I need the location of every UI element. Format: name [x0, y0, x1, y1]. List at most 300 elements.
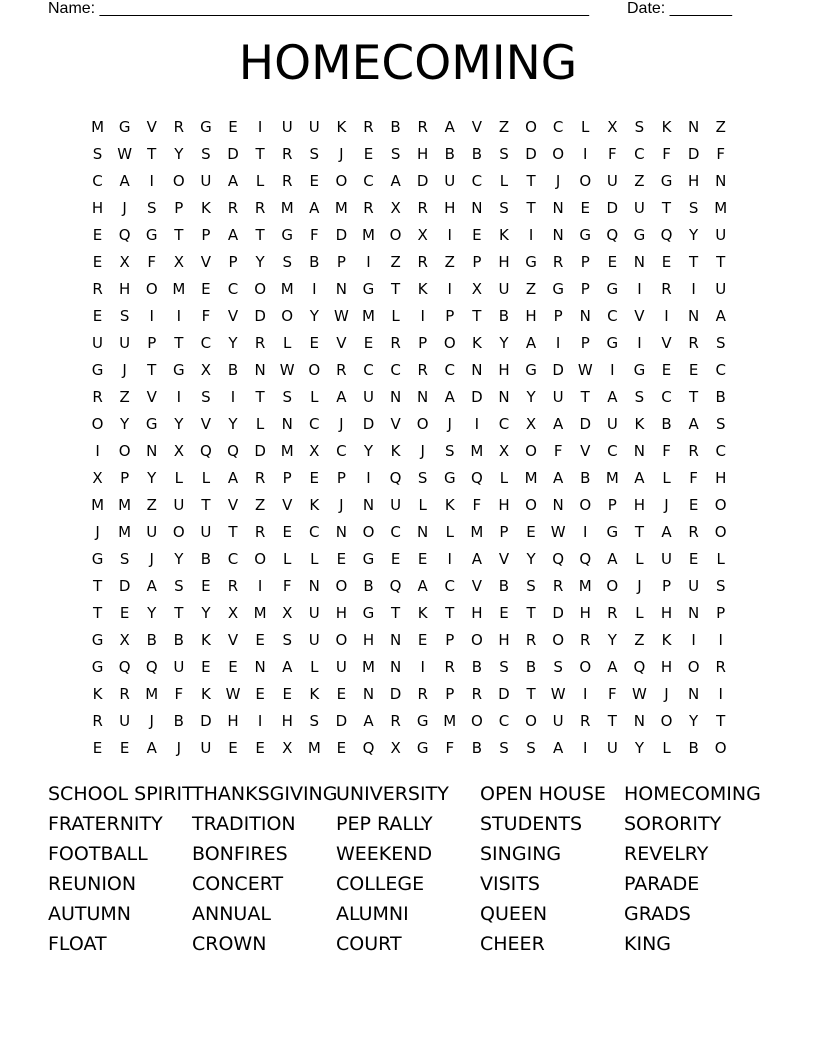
grid-letter: Z [498, 118, 510, 136]
grid-letter: A [309, 199, 320, 217]
grid-letter: A [363, 712, 374, 730]
grid-letter: M [714, 199, 728, 217]
grid-letter: P [607, 496, 617, 514]
grid-letter: S [634, 118, 645, 136]
grid-letter: K [201, 685, 211, 703]
grid-row [84, 330, 734, 357]
page-title: HOMECOMING [238, 36, 578, 91]
grid-letter: U [362, 388, 374, 406]
grid-letter: C [498, 415, 510, 433]
grid-letter: C [607, 307, 618, 325]
grid-letter: M [118, 496, 132, 514]
grid-letter: D [200, 712, 212, 730]
grid-letter: U [390, 496, 402, 514]
grid-letter: O [335, 577, 348, 595]
word-list-item: THANKSGIVING [192, 783, 338, 805]
grid-letter: E [119, 739, 130, 757]
word-list-item: TRADITION [192, 813, 296, 835]
word-list [48, 779, 768, 959]
grid-letter: H [579, 604, 591, 622]
grid-letter: R [254, 469, 266, 487]
grid-letter: M [470, 523, 484, 541]
grid-letter: E [309, 469, 320, 487]
grid-letter: U [92, 334, 104, 352]
grid-letter: R [688, 442, 699, 460]
grid-letter: J [637, 577, 642, 595]
grid-letter: U [200, 523, 212, 541]
grid-letter: T [445, 604, 455, 622]
grid-letter: V [634, 307, 645, 325]
grid-letter: E [228, 739, 238, 757]
grid-letter: V [200, 253, 212, 271]
grid-letter: S [282, 253, 292, 271]
word-list-row [48, 809, 768, 839]
word-list-item: BONFIRES [192, 843, 288, 865]
grid-letter: R [580, 631, 591, 649]
grid-letter: P [336, 469, 346, 487]
grid-letter: E [580, 199, 590, 217]
grid-letter: U [552, 712, 564, 730]
grid-letter: J [339, 145, 344, 163]
grid-letter: C [309, 523, 320, 541]
grid-letter: A [553, 739, 564, 757]
grid-letter: C [336, 442, 347, 460]
grid-letter: W [225, 685, 241, 703]
grid-letter: U [606, 172, 618, 190]
grid-letter: E [472, 226, 482, 244]
grid-letter: S [499, 199, 509, 217]
grid-letter: S [499, 739, 509, 757]
grid-letter: O [579, 496, 592, 514]
grid-letter: Y [499, 334, 509, 352]
grid-letter: B [309, 253, 320, 271]
grid-letter: E [363, 145, 374, 163]
grid-letter: I [528, 226, 534, 244]
grid-letter: E [92, 253, 103, 271]
grid-letter: U [119, 712, 131, 730]
grid-letter: I [718, 685, 723, 703]
grid-letter: L [635, 550, 644, 568]
grid-letter: B [146, 631, 157, 649]
grid-letter: H [119, 280, 131, 298]
grid-letter: Z [634, 631, 645, 649]
grid-letter: H [687, 172, 700, 190]
grid-letter: E [228, 118, 238, 136]
grid-letter: E [119, 604, 130, 622]
grid-letter: V [580, 442, 591, 460]
grid-letter: Z [119, 388, 130, 406]
word-list-item: VISITS [480, 873, 540, 895]
grid-letter: N [715, 172, 727, 190]
grid-letter: L [445, 523, 454, 541]
grid-letter: I [691, 631, 696, 649]
grid-letter: T [526, 199, 536, 217]
grid-letter: U [200, 739, 212, 757]
grid-letter: G [362, 280, 375, 298]
date-field-label: Date: _______ [627, 0, 732, 17]
grid-letter: R [119, 685, 130, 703]
grid-row [84, 384, 734, 411]
grid-letter: F [309, 226, 319, 244]
grid-letter: O [443, 334, 456, 352]
grid-letter: R [92, 280, 103, 298]
grid-letter: M [118, 523, 132, 541]
letter-grid [84, 114, 734, 762]
grid-letter: S [688, 199, 699, 217]
grid-row [84, 141, 734, 168]
grid-letter: V [471, 577, 482, 595]
grid-letter: S [119, 550, 130, 568]
grid-letter: P [445, 685, 455, 703]
grid-letter: M [280, 199, 294, 217]
grid-row [84, 681, 734, 708]
grid-letter: A [390, 172, 401, 190]
grid-letter: S [526, 739, 536, 757]
grid-letter: T [472, 307, 482, 325]
grid-letter: A [282, 658, 293, 676]
grid-letter: V [146, 388, 157, 406]
grid-letter: O [525, 712, 537, 730]
grid-letter: O [714, 496, 727, 514]
grid-row [84, 600, 734, 627]
grid-letter: Y [526, 550, 536, 568]
grid-letter: L [201, 469, 211, 487]
grid-letter: Q [389, 469, 402, 487]
grid-row [84, 573, 734, 600]
grid-letter: L [174, 469, 183, 487]
grid-letter: F [553, 442, 563, 460]
grid-letter: D [471, 388, 483, 406]
grid-letter: G [118, 118, 131, 136]
grid-letter: X [119, 253, 130, 271]
grid-row [84, 465, 734, 492]
grid-letter: M [172, 280, 186, 298]
grid-letter: I [718, 631, 723, 649]
grid-letter: B [580, 469, 591, 487]
grid-row [84, 303, 734, 330]
grid-letter: A [607, 388, 618, 406]
grid-letter: U [715, 226, 727, 244]
grid-letter: E [688, 496, 699, 514]
grid-letter: W [632, 685, 647, 703]
grid-letter: T [147, 145, 157, 163]
grid-letter: F [201, 307, 211, 325]
grid-letter: B [200, 550, 212, 568]
grid-letter: J [664, 496, 669, 514]
grid-letter: Z [390, 253, 401, 271]
grid-letter: S [146, 199, 157, 217]
grid-letter: S [445, 442, 455, 460]
grid-letter: I [366, 469, 371, 487]
grid-letter: P [553, 307, 563, 325]
grid-letter: I [447, 280, 452, 298]
grid-letter: H [633, 496, 646, 514]
grid-letter: J [339, 415, 344, 433]
grid-letter: A [417, 577, 428, 595]
grid-letter: L [255, 415, 265, 433]
grid-letter: I [583, 685, 588, 703]
grid-letter: R [92, 712, 103, 730]
grid-letter: B [471, 739, 482, 757]
grid-letter: I [610, 361, 615, 379]
grid-letter: H [498, 253, 510, 271]
grid-letter: Q [579, 550, 592, 568]
grid-letter: T [607, 712, 617, 730]
grid-letter: W [577, 361, 593, 379]
grid-letter: H [444, 199, 456, 217]
grid-letter: P [580, 253, 590, 271]
grid-letter: J [664, 685, 669, 703]
grid-letter: E [390, 550, 401, 568]
grid-letter: E [201, 577, 211, 595]
grid-letter: I [420, 658, 425, 676]
grid-letter: L [499, 469, 509, 487]
grid-letter: R [417, 685, 428, 703]
word-list-item: OPEN HOUSE [480, 783, 606, 805]
grid-letter: G [660, 172, 673, 190]
grid-letter: B [173, 712, 184, 730]
grid-letter: I [176, 388, 182, 406]
grid-letter: S [526, 577, 536, 595]
grid-letter: K [417, 604, 428, 622]
grid-letter: F [472, 496, 482, 514]
grid-letter: R [525, 631, 537, 649]
grid-letter: X [282, 604, 293, 622]
grid-letter: R [281, 172, 293, 190]
grid-letter: N [498, 388, 510, 406]
grid-letter: R [417, 118, 428, 136]
grid-letter: S [92, 145, 103, 163]
grid-letter: O [172, 172, 185, 190]
grid-letter: O [281, 307, 294, 325]
grid-letter: E [499, 604, 509, 622]
grid-letter: L [310, 388, 319, 406]
grid-letter: T [526, 172, 536, 190]
grid-letter: V [200, 415, 212, 433]
grid-letter: Y [228, 334, 238, 352]
grid-letter: I [257, 118, 263, 136]
grid-letter: C [661, 388, 672, 406]
grid-letter: E [417, 550, 428, 568]
grid-letter: M [307, 739, 321, 757]
grid-letter: M [91, 496, 105, 514]
grid-letter: G [200, 118, 212, 136]
grid-letter: P [716, 604, 726, 622]
grid-letter: P [580, 280, 590, 298]
grid-letter: U [688, 577, 700, 595]
grid-letter: L [581, 118, 590, 136]
grid-letter: X [200, 361, 212, 379]
grid-letter: Q [552, 550, 565, 568]
word-list-item: FLOAT [48, 933, 107, 955]
grid-letter: O [470, 712, 483, 730]
grid-letter: N [254, 658, 266, 676]
grid-letter: R [363, 199, 374, 217]
grid-letter: T [580, 388, 590, 406]
grid-letter: U [308, 604, 320, 622]
grid-letter: O [579, 658, 592, 676]
grid-letter: A [525, 334, 537, 352]
grid-letter: Y [607, 631, 617, 649]
grid-letter: H [471, 604, 483, 622]
grid-letter: I [583, 739, 588, 757]
grid-letter: J [149, 550, 154, 568]
grid-letter: E [661, 361, 672, 379]
grid-letter: B [390, 118, 401, 136]
grid-letter: R [417, 253, 428, 271]
grid-letter: X [92, 469, 103, 487]
grid-letter: A [444, 118, 455, 136]
grid-letter: N [389, 658, 402, 676]
grid-letter: Q [145, 658, 158, 676]
grid-letter: P [499, 523, 509, 541]
grid-letter: I [312, 280, 317, 298]
grid-letter: Z [634, 172, 645, 190]
grid-letter: X [227, 604, 239, 622]
grid-letter: E [309, 334, 320, 352]
grid-letter: N [687, 604, 700, 622]
grid-letter: U [173, 658, 185, 676]
grid-letter: U [552, 388, 564, 406]
grid-letter: F [716, 145, 726, 163]
grid-letter: G [91, 361, 104, 379]
grid-letter: C [227, 280, 239, 298]
grid-letter: T [174, 604, 184, 622]
grid-letter: S [309, 145, 320, 163]
grid-row [84, 249, 734, 276]
grid-letter: R [417, 199, 428, 217]
grid-letter: T [255, 145, 265, 163]
grid-letter: Z [525, 280, 537, 298]
grid-letter: R [580, 712, 591, 730]
grid-letter: K [201, 199, 211, 217]
grid-letter: E [661, 253, 672, 271]
grid-letter: O [552, 631, 565, 649]
grid-letter: O [335, 631, 348, 649]
grid-letter: N [389, 388, 402, 406]
grid-letter: P [336, 253, 346, 271]
grid-letter: V [282, 496, 293, 514]
grid-letter: L [310, 550, 319, 568]
grid-letter: O [606, 577, 619, 595]
grid-letter: N [308, 577, 320, 595]
grid-letter: E [607, 253, 618, 271]
grid-letter: R [92, 388, 103, 406]
grid-letter: L [662, 739, 671, 757]
grid-letter: E [92, 739, 103, 757]
grid-letter: M [524, 469, 538, 487]
word-list-item: FOOTBALL [48, 843, 148, 865]
grid-letter: B [471, 145, 482, 163]
grid-letter: O [579, 172, 592, 190]
grid-letter: M [334, 199, 348, 217]
grid-letter: K [499, 226, 509, 244]
grid-letter: L [662, 469, 671, 487]
grid-letter: O [525, 496, 537, 514]
grid-letter: R [417, 361, 428, 379]
word-list-item: SCHOOL SPIRIT [48, 783, 194, 805]
grid-letter: A [715, 307, 726, 325]
grid-letter: Z [715, 118, 726, 136]
grid-letter: Z [146, 496, 157, 514]
grid-letter: N [552, 199, 564, 217]
word-list-item: QUEEN [480, 903, 548, 925]
grid-letter: K [417, 280, 428, 298]
grid-letter: P [147, 334, 157, 352]
grid-letter: N [417, 388, 429, 406]
grid-letter: N [633, 253, 646, 271]
grid-letter: C [471, 172, 483, 190]
grid-letter: S [499, 658, 509, 676]
grid-letter: D [606, 199, 619, 217]
grid-letter: F [608, 145, 617, 163]
grid-letter: W [550, 685, 566, 703]
grid-letter: A [146, 577, 157, 595]
grid-letter: H [91, 199, 104, 217]
grid-row [84, 276, 734, 303]
grid-letter: P [445, 307, 455, 325]
grid-letter: H [281, 712, 293, 730]
grid-letter: A [119, 172, 130, 190]
grid-letter: L [255, 172, 265, 190]
grid-letter: M [280, 442, 294, 460]
grid-letter: X [119, 631, 130, 649]
grid-letter: Y [174, 415, 184, 433]
grid-letter: B [661, 415, 672, 433]
grid-letter: K [92, 685, 103, 703]
grid-letter: L [418, 496, 427, 514]
word-list-item: STUDENTS [480, 813, 583, 835]
grid-letter: T [228, 523, 238, 541]
grid-letter: R [661, 280, 672, 298]
grid-letter: F [445, 739, 455, 757]
grid-letter: M [253, 604, 267, 622]
grid-letter: I [583, 523, 588, 541]
grid-letter: O [552, 145, 565, 163]
grid-letter: D [552, 361, 564, 379]
grid-letter: Q [118, 658, 131, 676]
grid-letter: C [607, 442, 618, 460]
word-list-row [48, 929, 768, 959]
grid-letter: H [227, 712, 239, 730]
grid-letter: P [418, 334, 428, 352]
grid-letter: A [444, 388, 455, 406]
grid-letter: Z [444, 253, 455, 271]
word-list-item: AUTUMN [48, 903, 132, 925]
grid-letter: E [282, 685, 292, 703]
grid-row [84, 168, 734, 195]
grid-letter: S [119, 307, 130, 325]
grid-letter: L [635, 604, 644, 622]
grid-letter: Y [689, 712, 699, 730]
grid-letter: U [308, 118, 320, 136]
grid-letter: G [525, 253, 537, 271]
grid-letter: C [92, 172, 103, 190]
grid-letter: U [173, 496, 185, 514]
grid-letter: K [309, 496, 320, 514]
grid-letter: E [255, 739, 265, 757]
grid-letter: X [471, 280, 482, 298]
word-list-row [48, 869, 768, 899]
grid-letter: E [363, 334, 374, 352]
grid-letter: N [417, 523, 429, 541]
grid-letter: S [174, 577, 184, 595]
grid-letter: H [660, 658, 673, 676]
grid-letter: B [688, 739, 699, 757]
grid-letter: L [391, 307, 400, 325]
grid-letter: N [146, 442, 158, 460]
grid-letter: F [662, 145, 671, 163]
